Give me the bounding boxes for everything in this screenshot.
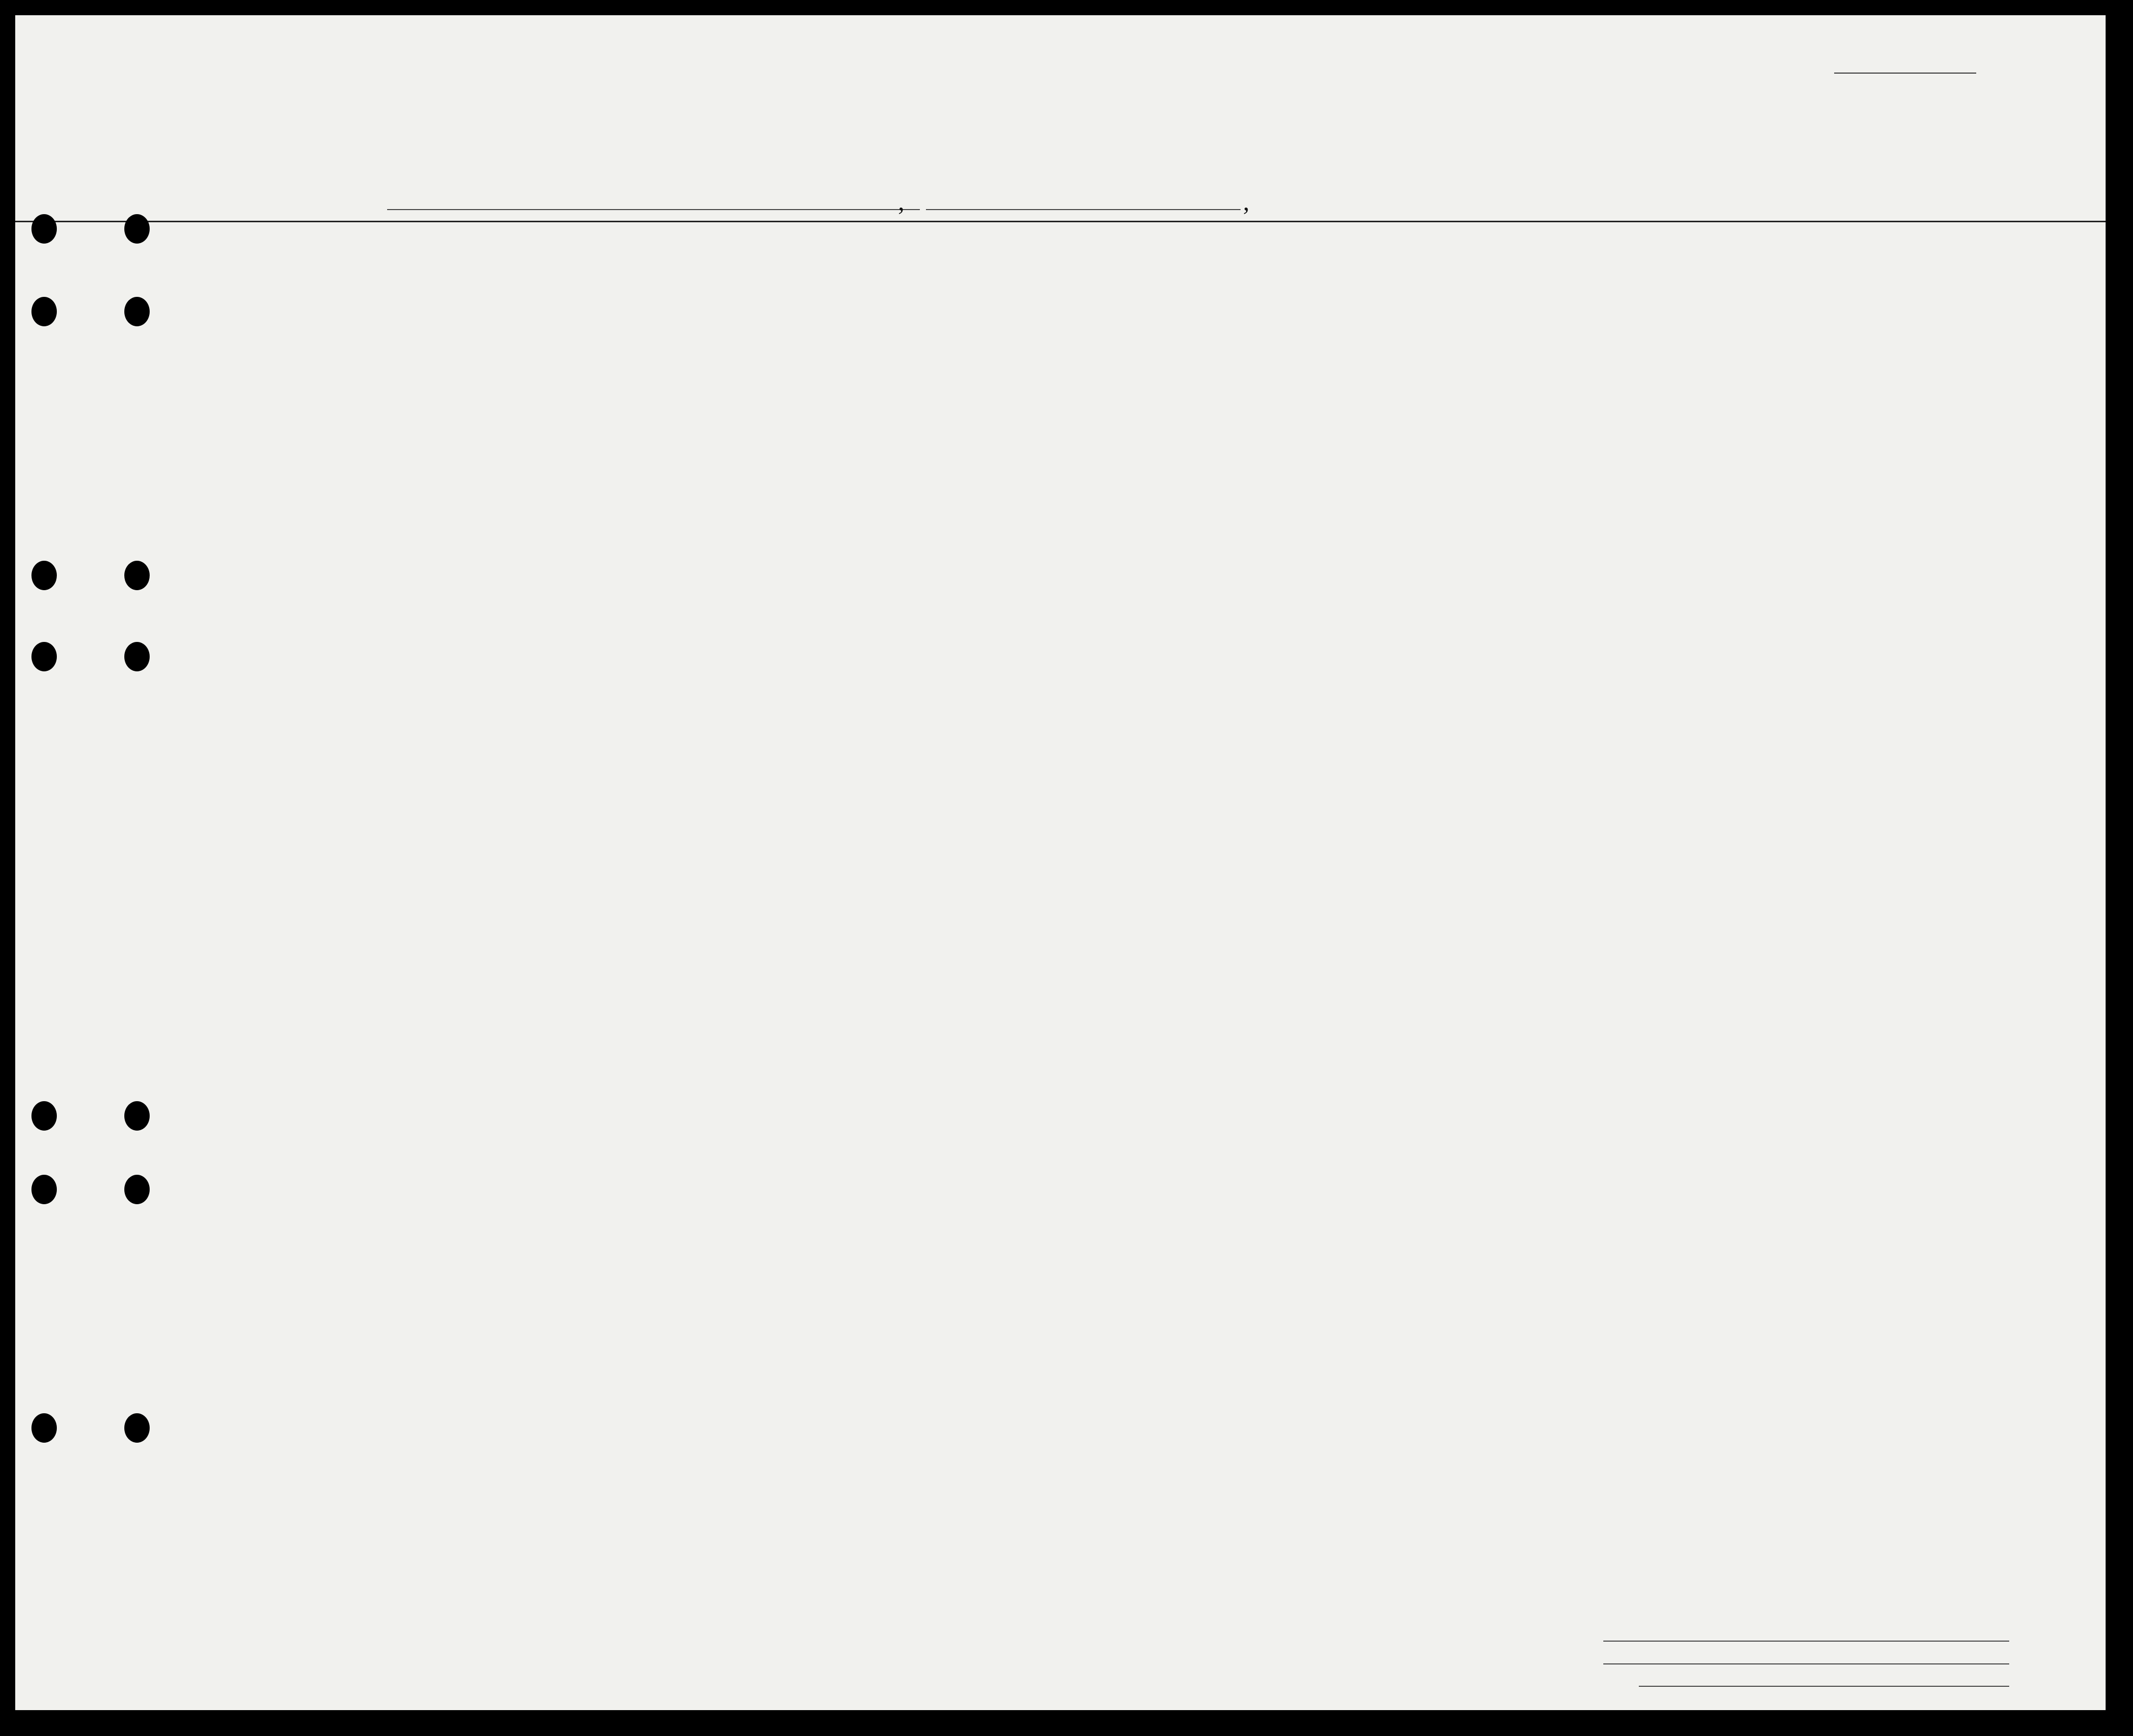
line-underline — [1603, 1641, 2009, 1642]
manifest-grid — [15, 15, 2106, 1710]
manifest-sheet — [15, 15, 2106, 1710]
header-prison — [1354, 284, 1384, 406]
header-anarchist — [1427, 299, 1438, 401]
header-purpose-c — [1306, 315, 1334, 406]
header-purpose-a — [1236, 315, 1267, 406]
column-number-row — [15, 237, 2106, 255]
comma-1: , — [898, 187, 905, 216]
owners-underline — [1603, 1663, 2009, 1664]
header-possession-50 — [767, 284, 785, 409]
header-q31 — [1572, 284, 1587, 406]
header-ticket — [635, 287, 651, 409]
header-purpose-b — [1272, 315, 1300, 406]
header-polygamist — [1400, 299, 1412, 401]
comma-2: , — [1243, 187, 1250, 216]
header-q28 — [1459, 284, 1504, 406]
header-q30 — [1546, 284, 1562, 406]
header-q29 — [1507, 284, 1537, 406]
agents-underline — [1639, 1686, 2009, 1687]
